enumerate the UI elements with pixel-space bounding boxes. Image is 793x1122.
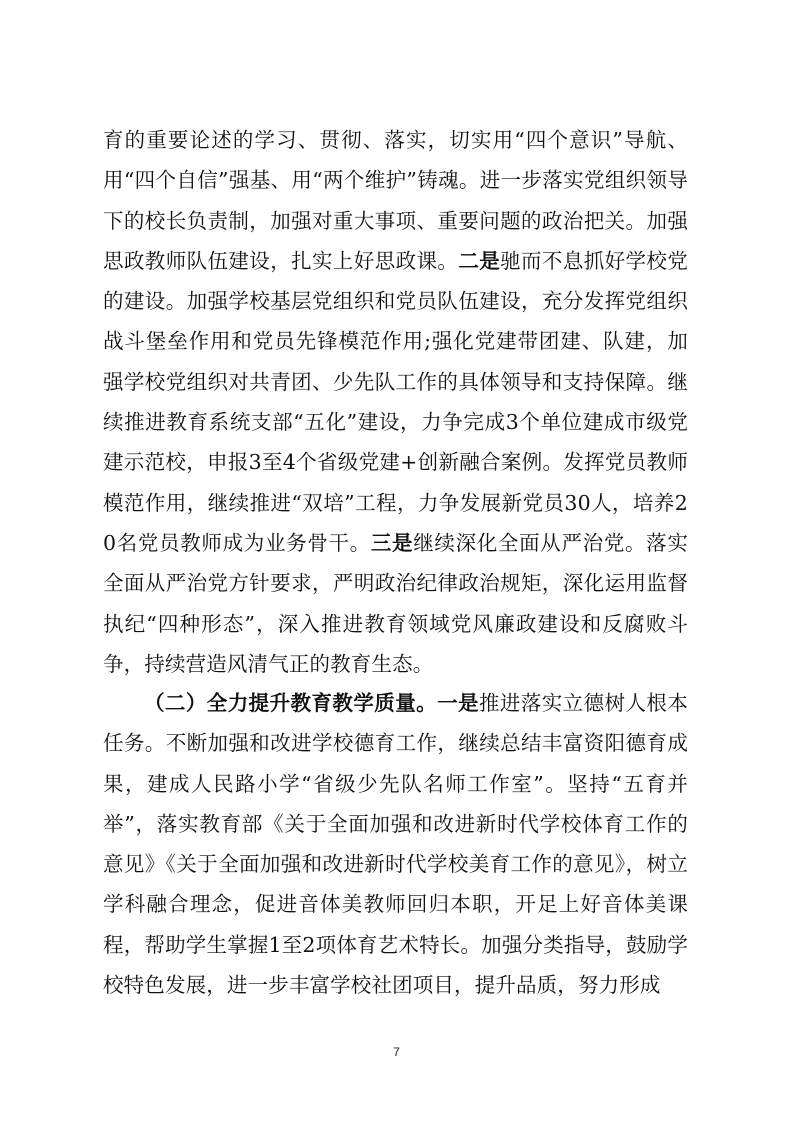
point-marker-three: 三是: [370, 530, 414, 555]
body-paragraph-education-quality: [103, 683, 688, 1005]
paragraph-text: 驰而不息抓好学校党的建设。加强学校基层党组织和党员队伍建设，充分发挥党组织战斗堡垒作用和党员先锋模范作用;强化党建带团建、队建，加强学校党组织对共青团、少先队工作的具体领导和支持保障。继续推进教育系统支部“五化”建设，力争完成3个单位建成市级党建示范校，申报3至4个省级党建+创新融合案例。发挥党员教师模范作用，继续推进“双培”工程，力争发展新党员30人，培养20名党员教师成为业务骨干。: [103, 248, 688, 555]
point-marker-two: 二是: [458, 248, 501, 273]
paragraph-text: 继续深化全面从严治党。落实全面从严治党方针要求，严明政治纪律政治规矩，深化运用监督执纪“四种形态”，深入推进教育领域党风廉政建设和反腐败斗争，持续营造风清气正的教育生态。: [103, 530, 688, 676]
point-marker-one: 一是: [437, 691, 479, 715]
body-paragraph-party-building: [103, 120, 688, 684]
page-number: 7: [393, 1045, 400, 1059]
paragraph-text: 育的重要论述的学习、贯彻、落实，切实用“四个意识”导航、用“四个自信”强基、用“两个维护”铸魂。进一步落实党组织领导下的校长负责制，加强对重大事项、重要问题的政治把关。加强思政教师队伍建设，扎实上好思政课。: [103, 128, 688, 273]
paragraph-text: 推进落实立德树人根本任务。不断加强和改进学校德育工作，继续总结丰富资阳德育成果，建成人民路小学“省级少先队名师工作室”。坚持“五育并举”，落实教育部《关于全面加强和改进新时代学校体育工作的意见》《关于全面加强和改进新时代学校美育工作的意见》，树立学科融合理念，促进音体美教师回归本职，开足上好音体美课程，帮助学生掌握1至2项体育艺术特长。加强分类指导，鼓励学校特色发展，进一步丰富学校社团项目，提升品质，努力形成: [103, 691, 689, 998]
section-heading: （二）全力提升教育教学质量。: [144, 691, 438, 715]
